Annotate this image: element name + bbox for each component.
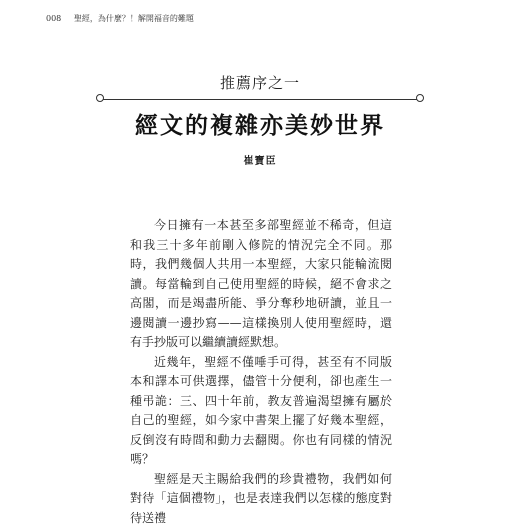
body-text (130, 216, 392, 528)
title-divider (100, 99, 418, 100)
paragraph: 近幾年，聖經不僅唾手可得，甚至有不同版本和譯本可供選擇，儘管十分便利，卻也產生一種弔詭：三、四十年前，教友普遍渴望擁有屬於自己的聖經，如今家中書架上擺了好幾本聖經，反倒沒有時間和動力去翻閱。你也有同樣的情況嗎？ (130, 353, 392, 470)
page-number: 008 (46, 14, 61, 23)
divider-left-ornament (96, 94, 104, 102)
divider-right-ornament (416, 94, 424, 102)
paragraph: 今日擁有一本甚至多部聖經並不稀奇，但這和我三十多年前剛入修院的情況完全不同。那時，我們幾個人共用一本聖經，大家只能輪流閱讀。每當輪到自己使用聖經的時候，絕不會求之高閣，而是竭盡所能、爭分奪秒地研讀，並且一邊閱讀一邊抄寫——這樣換別人使用聖經時，還有手抄版可以繼續讀經默想。 (130, 216, 392, 353)
author-name: 崔寶臣 (0, 152, 520, 167)
paragraph: 聖經是天主賜給我們的珍貴禮物，我們如何對待「這個禮物」，也是表達我們以怎樣的態度對待送禮 (130, 470, 392, 528)
running-header (46, 13, 194, 24)
running-title: 聖經，為什麼？！解開福音的難題 (74, 14, 194, 23)
page-title: 經文的複雜亦美妙世界 (0, 107, 520, 140)
section-label: 推薦序之一 (0, 72, 520, 93)
